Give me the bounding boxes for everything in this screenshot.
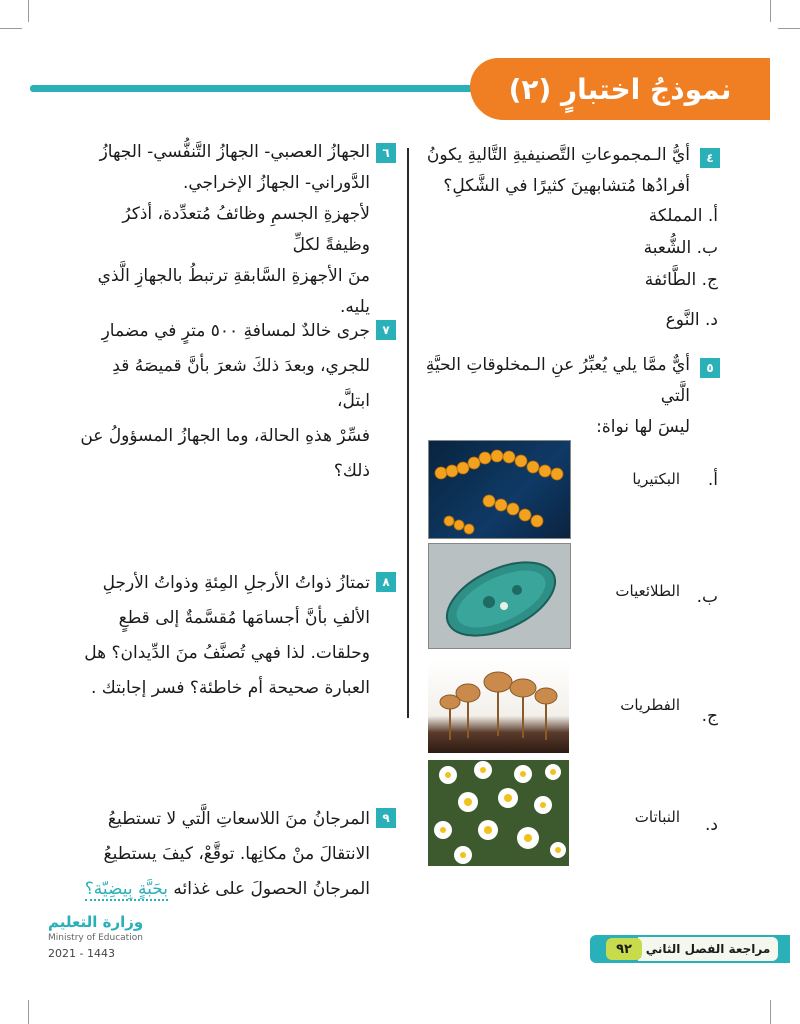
option-d[interactable]: د. النَّوع xyxy=(665,310,718,330)
question-4-text xyxy=(420,140,690,202)
fungi-photo xyxy=(428,660,569,753)
crop-mark xyxy=(770,1000,771,1024)
question-line xyxy=(80,872,370,907)
section-label: مراجعة الفصل الثاني xyxy=(638,937,778,961)
option-letter-a[interactable]: أ. xyxy=(707,470,718,490)
question-number-5: ٥ xyxy=(700,358,720,378)
ministry-logo-english: Ministry of Education xyxy=(48,933,143,943)
question-line: لأجهزةِ الجسمِ وظائفُ مُتعدِّدة، أذكرُ وظيفةً لكلِّ xyxy=(122,204,370,255)
question-5-text xyxy=(420,350,690,443)
edition-year: 2021 - 1443 xyxy=(48,947,115,960)
question-line: أفرادُها مُتشابهينَ كثيرًا في الشَّكلِ؟ xyxy=(443,176,690,196)
question-line: للجري، وبعدَ ذلكَ شعرَ بأنَّ قميصَهُ قدِ ابتلَّ، xyxy=(112,356,370,411)
question-number-7: ٧ xyxy=(376,320,396,340)
crop-mark xyxy=(28,0,29,22)
question-line: أيُّ الـمجموعاتِ التَّصنيفيةِ التَّاليةِ يكونُ xyxy=(426,145,690,165)
bacteria-chain-icon xyxy=(429,441,570,538)
page-number: ٩٢ xyxy=(606,938,642,960)
crop-mark xyxy=(28,1000,29,1024)
crop-mark xyxy=(770,0,771,22)
protist-photo xyxy=(428,543,571,649)
question-number-8: ٨ xyxy=(376,572,396,592)
page-title: نموذجُ اختبارٍ (٢) xyxy=(508,72,732,106)
option-label-bacteria: البكتيريا xyxy=(632,470,680,488)
question-line: الجهازُ العصبي- الجهازُ التَّنفُّسي- الجهازُ xyxy=(99,142,370,162)
header-rule xyxy=(30,85,510,92)
option-letter-b[interactable]: ب. xyxy=(696,587,718,607)
column-divider xyxy=(407,148,409,718)
question-8-text xyxy=(80,566,370,706)
option-label-plants: النباتات xyxy=(634,808,680,826)
question-line: جرى خالدٌ لمسافةِ ٥٠٠ مترٍ في مضمارِ xyxy=(101,321,370,341)
question-number-6: ٦ xyxy=(376,143,396,163)
bacteria-photo xyxy=(428,440,571,539)
question-line: منَ الأجهزةِ السَّابقةِ ترتبطُ بالجهازِ الَّذي يليه. xyxy=(97,266,370,317)
question-number-9: ٩ xyxy=(376,808,396,828)
question-line: تمتازُ ذواتُ الأرجلِ المِئةِ وذواتُ الأرجلِ xyxy=(102,573,370,593)
plants-photo xyxy=(428,760,569,866)
question-line: الانتقالَ منْ مكانِها. توقَّعْ، كيفَ يستطيعُ xyxy=(103,844,370,864)
question-line: المرجانُ منَ اللاسعاتِ الَّتي لا تستطيعُ xyxy=(107,809,370,829)
option-letter-d[interactable]: د. xyxy=(705,815,718,835)
question-7-text xyxy=(80,314,370,489)
option-label-fungi: الفطريات xyxy=(620,696,680,714)
question-line: الألفِ بأنَّ أجسامَها مُقسَّمةٌ إلى قطعٍ xyxy=(118,608,370,628)
ministry-logo-arabic: وزارة التعليم xyxy=(48,913,144,931)
crop-mark xyxy=(778,28,800,29)
question-line: ليسَ لها نواة: xyxy=(596,417,690,437)
question-line: ذلك؟ xyxy=(333,461,370,481)
option-label-protists: الطلائعيات xyxy=(615,582,680,600)
option-b[interactable]: ب. الشُّعبة xyxy=(643,238,718,258)
question-line: أيٌّ ممَّا يلي يُعبِّرُ عنِ الـمخلوقاتِ الحيَّةِ الَّتي xyxy=(425,355,690,406)
question-line: فسِّرْ هذهِ الحالة، وما الجهازُ المسؤولُ عن xyxy=(80,426,370,446)
title-tab xyxy=(470,58,770,120)
option-c[interactable]: ج. الطَّائفة xyxy=(644,270,718,290)
daisy-flowers-icon xyxy=(428,760,569,866)
question-line: وحلقات. لذا فهي تُصنَّفُ منَ الدِّيدان؟ هل xyxy=(84,643,370,663)
question-line-text: المرجانُ الحصولَ على غذائه xyxy=(173,879,370,899)
question-number-4: ٤ xyxy=(700,148,720,168)
option-letter-c[interactable]: ج. xyxy=(701,706,718,726)
question-6-text xyxy=(80,137,370,323)
question-line: العبارة صحيحة أم خاطئة؟ فسر إجابتك . xyxy=(91,678,370,698)
question-tail: بحَبَّةٍ بِيضِيّة؟ xyxy=(84,879,169,899)
mushroom-icon xyxy=(428,660,569,753)
question-line: الدَّوراني- الجهازُ الإخراجي. xyxy=(182,173,370,193)
option-a[interactable]: أ. المملكة xyxy=(648,206,718,226)
paramecium-icon xyxy=(429,544,570,648)
question-9-text xyxy=(80,802,370,907)
crop-mark xyxy=(0,28,22,29)
